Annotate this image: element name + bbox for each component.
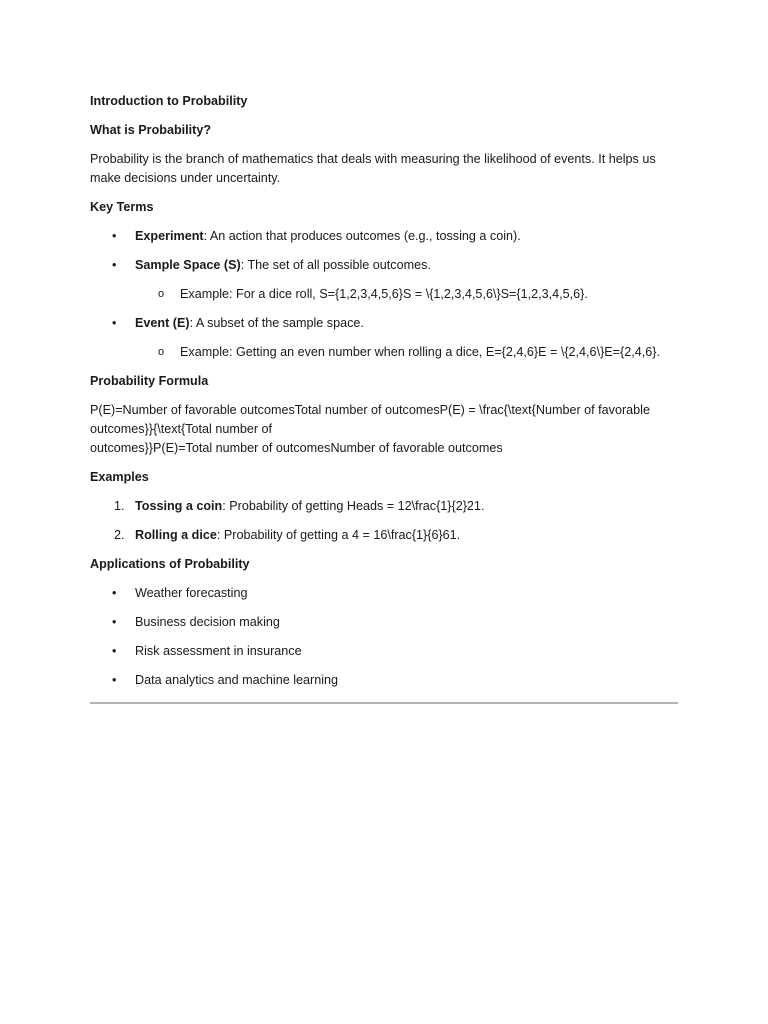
- horizontal-rule-divider: [90, 702, 678, 704]
- document-title: Introduction to Probability: [90, 94, 248, 108]
- term-sample-space-desc: : The set of all possible outcomes.: [240, 258, 431, 272]
- term-sample-space: Sample Space (S): [135, 258, 241, 272]
- section-heading-what-is-probability: What is Probability?: [90, 123, 212, 137]
- list-item-sample-space: [90, 256, 680, 275]
- sub-list-item-event-example: [90, 343, 680, 362]
- section-heading-applications: Applications of Probability: [90, 557, 250, 571]
- bullet-icon: •: [112, 615, 117, 629]
- formula-line-2: outcomes}}P(E)=Total number of outcomesNumber of favorable outcomes: [90, 441, 503, 455]
- bullet-icon: •: [112, 316, 117, 330]
- applications-list: [90, 584, 680, 690]
- bullet-icon: •: [112, 258, 117, 272]
- term-experiment: Experiment: [135, 229, 204, 243]
- list-item-application: [90, 584, 680, 603]
- sub-bullet-icon: o: [158, 346, 165, 358]
- section-heading-key-terms: Key Terms: [90, 200, 154, 214]
- bullet-icon: •: [112, 229, 117, 243]
- application-label: Weather forecasting: [135, 586, 248, 600]
- list-item-application: [90, 642, 680, 661]
- sub-list-item-sample-space-example: [90, 285, 680, 304]
- sub-bullet-icon: o: [158, 288, 165, 300]
- list-item-example-coin: [90, 497, 680, 516]
- bullet-icon: •: [112, 644, 117, 658]
- application-label: Data analytics and machine learning: [135, 673, 339, 687]
- example-term-coin: Tossing a coin: [135, 499, 223, 513]
- application-label: Business decision making: [135, 615, 280, 629]
- term-event-desc: : A subset of the sample space.: [189, 316, 364, 330]
- term-event: Event (E): [135, 316, 190, 330]
- term-experiment-desc: : An action that produces outcomes (e.g., tossing a coin).: [203, 229, 521, 243]
- section-heading-probability-formula: Probability Formula: [90, 374, 209, 388]
- bullet-icon: •: [112, 586, 117, 600]
- list-number: 1.: [114, 499, 125, 513]
- list-item-example-dice: [90, 526, 680, 545]
- application-label: Risk assessment in insurance: [135, 644, 302, 658]
- example-desc-coin: : Probability of getting Heads = 12\frac{1}{2}21.: [222, 499, 485, 513]
- event-example: Example: Getting an even number when rolling a dice, E={2,4,6}E = \{2,4,6\}E={2,4,6}.: [180, 345, 660, 359]
- list-item-application: [90, 613, 680, 632]
- bullet-icon: •: [112, 673, 117, 687]
- list-item-application: [90, 671, 680, 690]
- list-item-event: [90, 314, 680, 333]
- list-item-experiment: [90, 227, 680, 246]
- intro-paragraph: Probability is the branch of mathematics that deals with measuring the likelihood of events. It helps us make decisions under uncertainty.: [90, 152, 656, 185]
- example-term-dice: Rolling a dice: [135, 528, 217, 542]
- document-body: [90, 92, 680, 700]
- sample-space-example: Example: For a dice roll, S={1,2,3,4,5,6}S = \{1,2,3,4,5,6\}S={1,2,3,4,5,6}.: [180, 287, 588, 301]
- examples-list: [90, 497, 680, 545]
- section-heading-examples: Examples: [90, 470, 149, 484]
- list-number: 2.: [114, 528, 125, 542]
- example-desc-dice: : Probability of getting a 4 = 16\frac{1}{6}61.: [216, 528, 461, 542]
- formula-line-1: P(E)=Number of favorable outcomesTotal number of outcomesP(E) = \frac{\text{Number of favorable outcomes}}{\text{Total number of: [90, 403, 650, 436]
- formula-text: [90, 401, 680, 458]
- key-terms-list: [90, 227, 680, 362]
